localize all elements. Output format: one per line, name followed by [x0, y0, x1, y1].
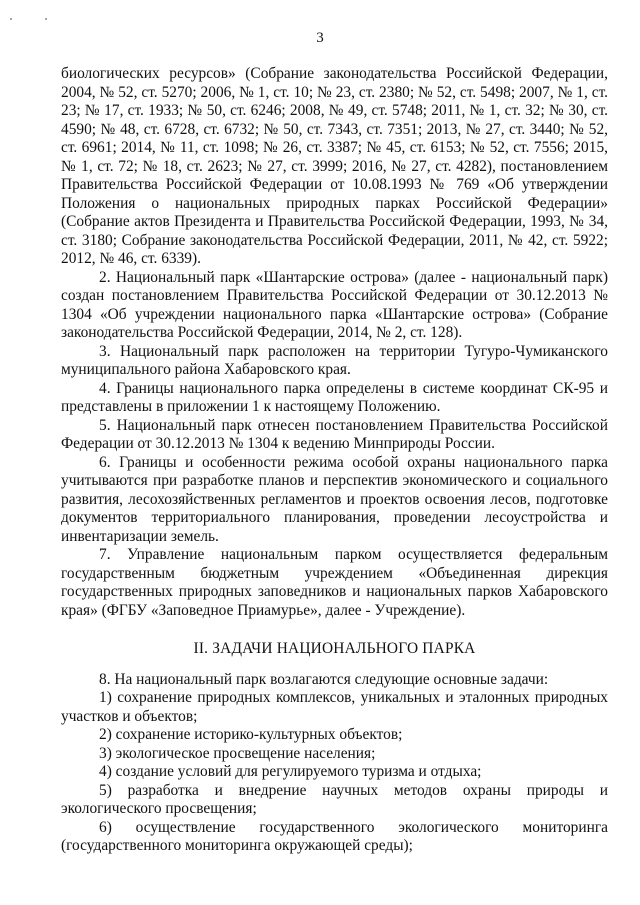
scan-speck	[45, 18, 47, 20]
paragraph-7: 7. Управление национальным парком осуществляется федеральным государственным бюджетным учреждением «Объединенная дирекция государственных природных заповедников и национальных парков Хабаровского края» (ФГБУ «Заповедное Приамурье», далее - Учреждение).	[61, 546, 608, 619]
section-heading: II. ЗАДАЧИ НАЦИОНАЛЬНОГО ПАРКА	[193, 640, 476, 657]
paragraph-5: 5. Национальный парк отнесен постановлением Правительства Российской Федерации от 30.12.2013 № 1304 к ведению Минприроды России.	[61, 416, 608, 452]
paragraph-2: 2. Национальный парк «Шантарские острова» (далее - национальный парк) создан постановлением Правительства Российской Федерации от 30.12.2013 № 1304 «Об учреждении национального парка «Шантарские острова» (Собрание законодательства Российской Федерации, 2014, № 2, ст. 128).	[61, 268, 608, 341]
scan-speck	[10, 18, 12, 20]
paragraph-8: 8. На национальный парк возлагаются следующие основные задачи:	[99, 670, 549, 688]
paragraph-3: 3. Национальный парк расположен на территории Тугуро-Чумиканского муниципального района Хабаровского края.	[61, 342, 608, 378]
task-item-1: 1) сохранение природных комплексов, уникальных и эталонных природных участков и объектов;	[61, 689, 608, 725]
task-item-5: 5) разработка и внедрение научных методов охраны природы и экологического просвещения;	[61, 781, 608, 817]
task-item-2: 2) сохранение историко-культурных объектов;	[99, 726, 403, 743]
task-item-4: 4) создание условий для регулируемого туризма и отдыха;	[99, 763, 482, 780]
paragraph-continuation: биологических ресурсов» (Собрание законодательства Российской Федерации, 2004, № 52, ст. 5270; 2006, № 1, ст. 10; № 23, ст. 2380; № 52, ст. 5498; 2007, № 1, ст. 23; № 17, ст. 1933; № 50, ст. 6246; 2008, № 49, ст. 5748; 2011, № 1, ст. 32; № 30, ст. 4590; № 48, ст. 6728, ст. 6732; № 50, ст. 7343, ст. 7351; 2013, № 27, ст. 3440; № 52, ст. 6961; 2014, № 11, ст. 1098; № 26, ст. 3387; № 45, ст. 6153; № 52, ст. 7556; 2015, № 1, ст. 72; № 18, ст. 2623; № 27, ст. 3999; 2016, № 27, ст. 4282), постановлением Правительства Российской Федерации от 10.08.1993 № 769 «Об утверждении Положения о национальных природных парках Российской Федерации» (Собрание актов Президента и Правительства Российской Федерации, 1993, № 34, ст. 3180; Собрание законодательства Российской Федерации, 2011, № 42, ст. 5922; 2012, № 46, ст. 6339).	[61, 65, 608, 267]
page-number: 3	[316, 30, 324, 46]
paragraph-6: 6. Границы и особенности режима особой охраны национального парка учитываются при разработке планов и перспектив экономического и социального развития, лесохозяйственных регламентов и проектов освоения лесов, подготовке документов территориального планирования, проведении лесоустройства и инвентаризации земель.	[61, 453, 608, 545]
paragraph-4: 4. Границы национального парка определены в системе координат СК-95 и представлены в приложении 1 к настоящему Положению.	[61, 379, 608, 415]
document-body	[61, 65, 608, 856]
task-item-3: 3) экологическое просвещение населения;	[99, 744, 376, 762]
task-item-6: 6) осуществление государственного экологического мониторинга (государственного мониторинга окружающей среды);	[61, 818, 608, 854]
